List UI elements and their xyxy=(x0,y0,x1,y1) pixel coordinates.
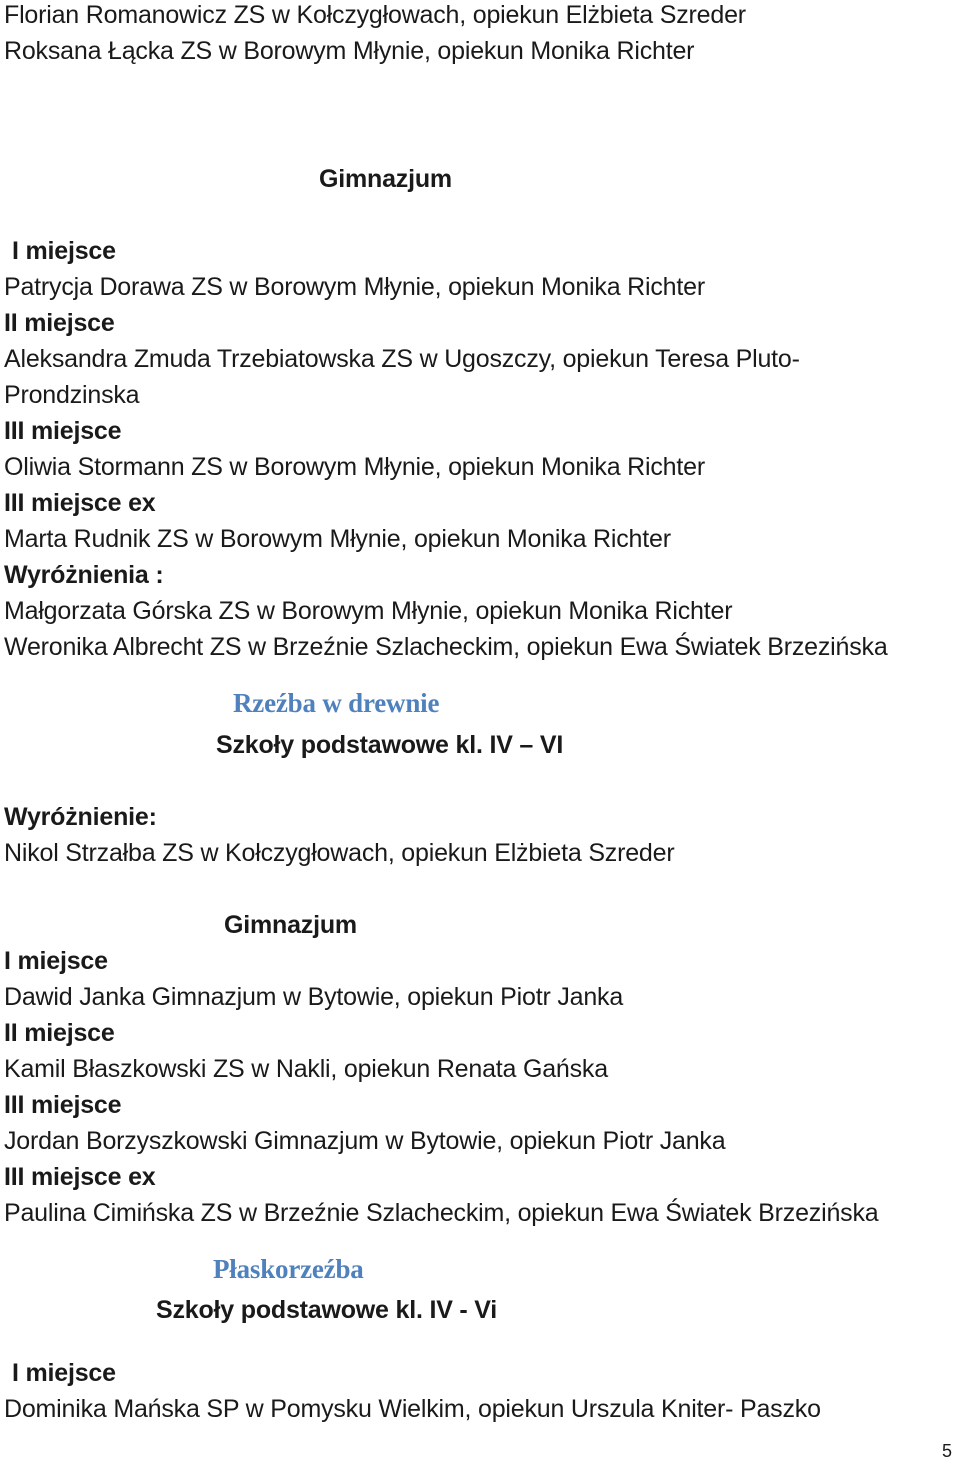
page-number: 5 xyxy=(941,1441,952,1461)
winner-line: Dawid Janka Gimnazjum w Bytowie, opiekun Piotr Janka xyxy=(4,983,624,1011)
place-label: III miejsce xyxy=(4,417,122,445)
place-label: II miejsce xyxy=(4,309,115,337)
place-label: III miejsce ex xyxy=(4,489,156,517)
winner-line: Nikol Strzałba ZS w Kołczygłowach, opiekun Elżbieta Szreder xyxy=(4,839,675,867)
place-label: I miejsce xyxy=(12,1359,116,1387)
winner-line: Małgorzata Górska ZS w Borowym Młynie, opiekun Monika Richter xyxy=(4,597,733,625)
place-label: II miejsce xyxy=(4,1019,115,1047)
distinction-label: Wyróżnienie: xyxy=(4,803,157,831)
place-label: III miejsce xyxy=(4,1091,122,1119)
category-subheading: Szkoły podstawowe kl. IV – VI xyxy=(216,731,564,759)
category-subheading: Szkoły podstawowe kl. IV - Vi xyxy=(156,1296,498,1324)
section-title-gimnazjum: Gimnazjum xyxy=(319,165,452,193)
winner-line: Kamil Błaszkowski ZS w Nakli, opiekun Renata Gańska xyxy=(4,1055,608,1083)
winner-line: Patrycja Dorawa ZS w Borowym Młynie, opiekun Monika Richter xyxy=(4,273,705,301)
place-label: I miejsce xyxy=(4,947,108,975)
winner-line: Paulina Cimińska ZS w Brzeźnie Szlacheckim, opiekun Ewa Światek Brzezińska xyxy=(4,1199,879,1227)
winner-line: Oliwia Stormann ZS w Borowym Młynie, opiekun Monika Richter xyxy=(4,453,705,481)
winner-line: Dominika Mańska SP w Pomysku Wielkim, opiekun Urszula Kniter- Paszko xyxy=(4,1395,821,1423)
winner-line: Weronika Albrecht ZS w Brzeźnie Szlacheckim, opiekun Ewa Światek Brzezińska xyxy=(4,633,888,661)
category-heading: Rzeźba w drewnie xyxy=(233,688,440,718)
winner-line: Marta Rudnik ZS w Borowym Młynie, opiekun Monika Richter xyxy=(4,525,671,553)
winner-line: Roksana Łącka ZS w Borowym Młynie, opiekun Monika Richter xyxy=(4,37,695,65)
winner-line: Aleksandra Zmuda Trzebiatowska ZS w Ugoszczy, opiekun Teresa Pluto- xyxy=(4,345,800,373)
place-label: I miejsce xyxy=(12,237,116,265)
winner-line: Florian Romanowicz ZS w Kołczygłowach, opiekun Elżbieta Szreder xyxy=(4,1,746,29)
category-heading: Płaskorzeźba xyxy=(213,1254,364,1284)
winner-line: Jordan Borzyszkowski Gimnazjum w Bytowie, opiekun Piotr Janka xyxy=(4,1127,726,1155)
winner-line: Prondzinska xyxy=(4,381,140,409)
distinction-label: Wyróżnienia : xyxy=(4,561,164,589)
place-label: III miejsce ex xyxy=(4,1163,156,1191)
section-title-gimnazjum: Gimnazjum xyxy=(224,911,357,939)
